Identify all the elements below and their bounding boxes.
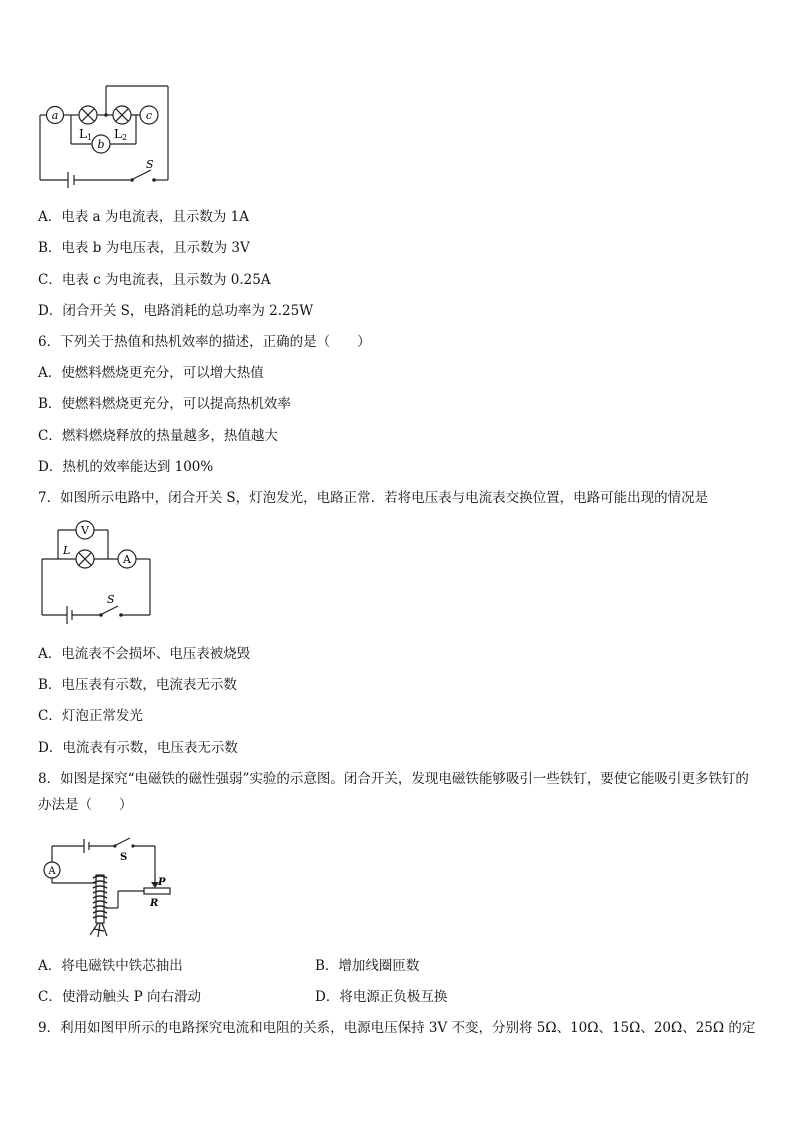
q7-option-a: A．电流表不会损坏、电压表被烧毁 (38, 646, 251, 662)
junction-dot (104, 113, 108, 117)
nail (102, 923, 107, 936)
coil-winding (93, 901, 107, 903)
coil-winding (93, 876, 107, 878)
q5-option-c: C．电表 c 为电流表，且示数为 0.25A (38, 272, 271, 288)
meter-c-label: c (145, 109, 153, 122)
q8-option-b: B．增加线圈匝数 (315, 958, 420, 974)
q6-option-a: A．使燃料燃烧更充分，可以增大热值 (38, 365, 264, 381)
q8-option-a: A．将电磁铁中铁芯抽出 (38, 958, 183, 974)
q8-option-c: C．使滑动触头 P 向右滑动 (38, 989, 201, 1005)
ammeter-label: A (123, 553, 131, 566)
switch-contact (119, 613, 123, 617)
switch-blade (116, 838, 130, 845)
meter-b-label: b (97, 138, 105, 151)
q8-option-d: D．将电源正负极互换 (315, 989, 448, 1005)
ammeter-label: A (48, 866, 56, 877)
q7-option-b: B．电压表有示数，电流表无示数 (38, 677, 237, 693)
coil-winding (93, 916, 107, 918)
q7-option-d: D．电流表有示数，电压表无示数 (38, 740, 238, 756)
rheostat (144, 888, 170, 894)
coil-winding (93, 896, 107, 898)
q7-option-c: C．灯泡正常发光 (38, 708, 143, 724)
circuit-figure-q5 (38, 84, 178, 189)
coil-winding (93, 891, 107, 893)
coil-winding (93, 886, 107, 888)
q6-stem: 6．下列关于热值和热机效率的描述，正确的是（ ） (38, 334, 371, 350)
circuit-figure-q7 (38, 517, 153, 627)
switch-contact (131, 844, 134, 847)
switch-blade (102, 606, 118, 614)
q8-stem: 8．如图是探究“电磁铁的磁性强弱”实验的示意图。闭合开关，发现电磁铁能够吸引一些铁钉，要使它能吸引更多铁钉的办法是（ ） (38, 771, 749, 813)
switch-label: S (120, 852, 128, 863)
meter-a-label: a (51, 109, 59, 122)
coil-winding (93, 881, 107, 883)
slider-label: P (158, 877, 166, 888)
switch-label: S (107, 593, 115, 606)
lamp-label: L (63, 544, 71, 557)
coil-winding (93, 906, 107, 908)
lamp-l1-label: L1 (79, 127, 93, 142)
switch-pivot (130, 178, 134, 182)
q6-option-d: D．热机的效率能达到 100% (38, 459, 214, 475)
switch-pivot (113, 844, 116, 847)
rheostat-label: R (150, 898, 159, 909)
q9-stem: 9．利用如图甲所示的电路探究电流和电阻的关系，电源电压保持 3V 不变，分别将 5Ω、10Ω、15Ω、20Ω、25Ω 的定 (38, 1020, 756, 1036)
q5-option-d: D．闭合开关 S，电路消耗的总功率为 2.25W (38, 303, 314, 319)
q5-option-b: B．电表 b 为电压表，且示数为 3V (38, 240, 250, 256)
q5-option-a: A．电表 a 为电流表，且示数为 1A (38, 209, 250, 225)
coil-winding (93, 911, 107, 913)
switch-contact (152, 178, 156, 182)
q6-option-c: C．燃料燃烧释放的热量越多，热值越大 (38, 428, 278, 444)
lamp-l2-label: L2 (114, 127, 128, 142)
switch-label: S (146, 158, 154, 171)
voltmeter-label: V (81, 524, 89, 537)
q7-stem: 7．如图所示电路中，闭合开关 S，灯泡发光，电路正常．若将电压表与电流表交换位置，电路可能出现的情况是 (38, 490, 709, 506)
electromagnet-figure-q8 (38, 838, 173, 938)
switch-pivot (99, 613, 103, 617)
q6-option-b: B．使燃料燃烧更充分，可以提高热机效率 (38, 396, 291, 412)
switch-blade (133, 170, 151, 179)
